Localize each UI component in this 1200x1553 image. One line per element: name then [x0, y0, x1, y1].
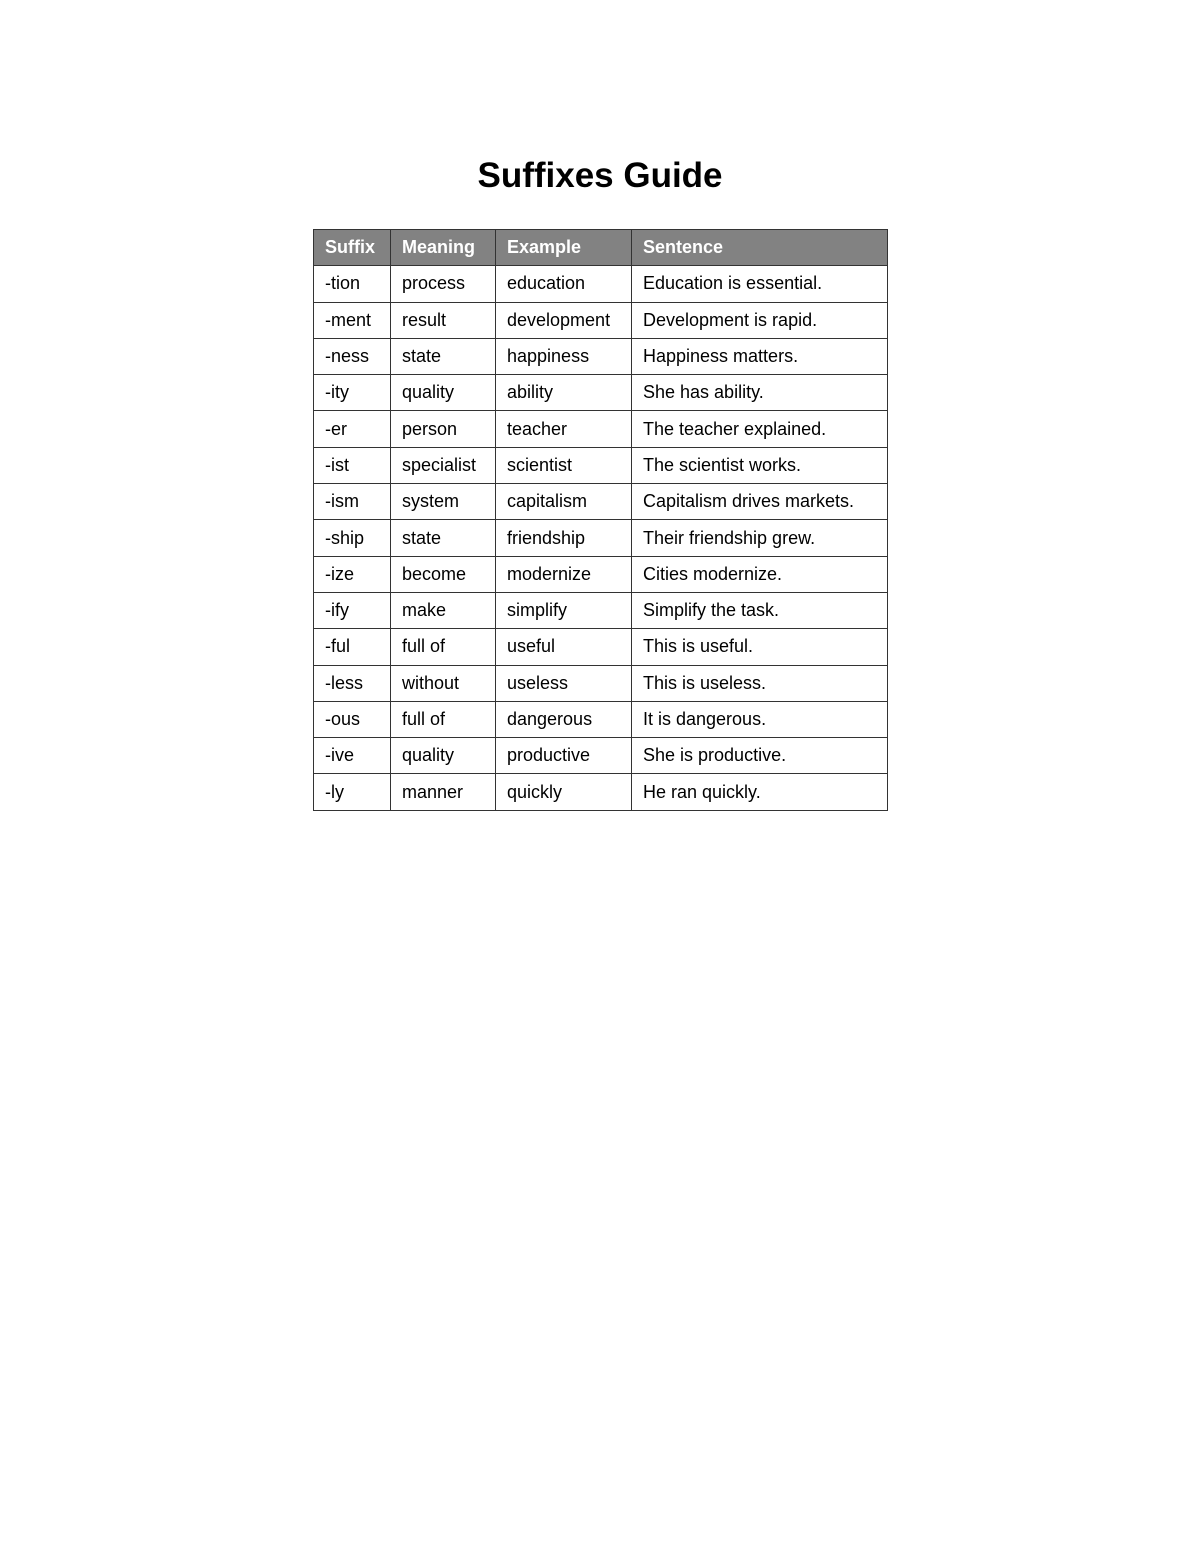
suffix-cell: -ity — [314, 375, 391, 411]
table-row — [314, 665, 888, 701]
meaning-cell: state — [391, 520, 496, 556]
column-header-suffix: Suffix — [314, 230, 391, 266]
meaning-cell: specialist — [391, 447, 496, 483]
example-cell: useful — [496, 629, 632, 665]
sentence-cell: She has ability. — [632, 375, 888, 411]
sentence-cell: Development is rapid. — [632, 302, 888, 338]
table-row — [314, 520, 888, 556]
table-body — [314, 266, 888, 810]
table-row — [314, 738, 888, 774]
column-header-sentence: Sentence — [632, 230, 888, 266]
suffix-cell: -er — [314, 411, 391, 447]
suffix-cell: -ment — [314, 302, 391, 338]
table-row — [314, 556, 888, 592]
table-row — [314, 484, 888, 520]
meaning-cell: system — [391, 484, 496, 520]
table-row — [314, 302, 888, 338]
table-row — [314, 592, 888, 628]
meaning-cell: person — [391, 411, 496, 447]
example-cell: quickly — [496, 774, 632, 810]
table-row — [314, 701, 888, 737]
meaning-cell: process — [391, 266, 496, 302]
suffix-cell: -ism — [314, 484, 391, 520]
table-row — [314, 411, 888, 447]
example-cell: happiness — [496, 338, 632, 374]
example-cell: simplify — [496, 592, 632, 628]
example-cell: modernize — [496, 556, 632, 592]
sentence-cell: Simplify the task. — [632, 592, 888, 628]
suffix-cell: -ful — [314, 629, 391, 665]
example-cell: dangerous — [496, 701, 632, 737]
example-cell: teacher — [496, 411, 632, 447]
sentence-cell: The scientist works. — [632, 447, 888, 483]
sentence-cell: Cities modernize. — [632, 556, 888, 592]
meaning-cell: manner — [391, 774, 496, 810]
suffix-cell: -ship — [314, 520, 391, 556]
suffix-cell: -ist — [314, 447, 391, 483]
table-row — [314, 375, 888, 411]
meaning-cell: state — [391, 338, 496, 374]
suffixes-table — [313, 229, 888, 811]
sentence-cell: Happiness matters. — [632, 338, 888, 374]
meaning-cell: full of — [391, 629, 496, 665]
meaning-cell: full of — [391, 701, 496, 737]
header-row — [314, 230, 888, 266]
meaning-cell: become — [391, 556, 496, 592]
suffix-cell: -ness — [314, 338, 391, 374]
meaning-cell: quality — [391, 738, 496, 774]
example-cell: ability — [496, 375, 632, 411]
sentence-cell: Capitalism drives markets. — [632, 484, 888, 520]
example-cell: scientist — [496, 447, 632, 483]
meaning-cell: quality — [391, 375, 496, 411]
table-row — [314, 774, 888, 810]
page-title: Suffixes Guide — [477, 156, 723, 195]
sentence-cell: This is useful. — [632, 629, 888, 665]
sentence-cell: This is useless. — [632, 665, 888, 701]
sentence-cell: He ran quickly. — [632, 774, 888, 810]
example-cell: friendship — [496, 520, 632, 556]
sentence-cell: Education is essential. — [632, 266, 888, 302]
example-cell: development — [496, 302, 632, 338]
meaning-cell: without — [391, 665, 496, 701]
example-cell: education — [496, 266, 632, 302]
sentence-cell: The teacher explained. — [632, 411, 888, 447]
meaning-cell: result — [391, 302, 496, 338]
meaning-cell: make — [391, 592, 496, 628]
table-row — [314, 338, 888, 374]
sentence-cell: Their friendship grew. — [632, 520, 888, 556]
suffix-cell: -ive — [314, 738, 391, 774]
example-cell: productive — [496, 738, 632, 774]
suffix-cell: -ize — [314, 556, 391, 592]
table-row — [314, 629, 888, 665]
table-header — [314, 230, 888, 266]
table-row — [314, 266, 888, 302]
sentence-cell: It is dangerous. — [632, 701, 888, 737]
suffix-cell: -ous — [314, 701, 391, 737]
table-row — [314, 447, 888, 483]
sentence-cell: She is productive. — [632, 738, 888, 774]
suffix-cell: -ly — [314, 774, 391, 810]
column-header-meaning: Meaning — [391, 230, 496, 266]
suffix-cell: -tion — [314, 266, 391, 302]
example-cell: capitalism — [496, 484, 632, 520]
column-header-example: Example — [496, 230, 632, 266]
suffix-cell: -less — [314, 665, 391, 701]
example-cell: useless — [496, 665, 632, 701]
suffix-cell: -ify — [314, 592, 391, 628]
